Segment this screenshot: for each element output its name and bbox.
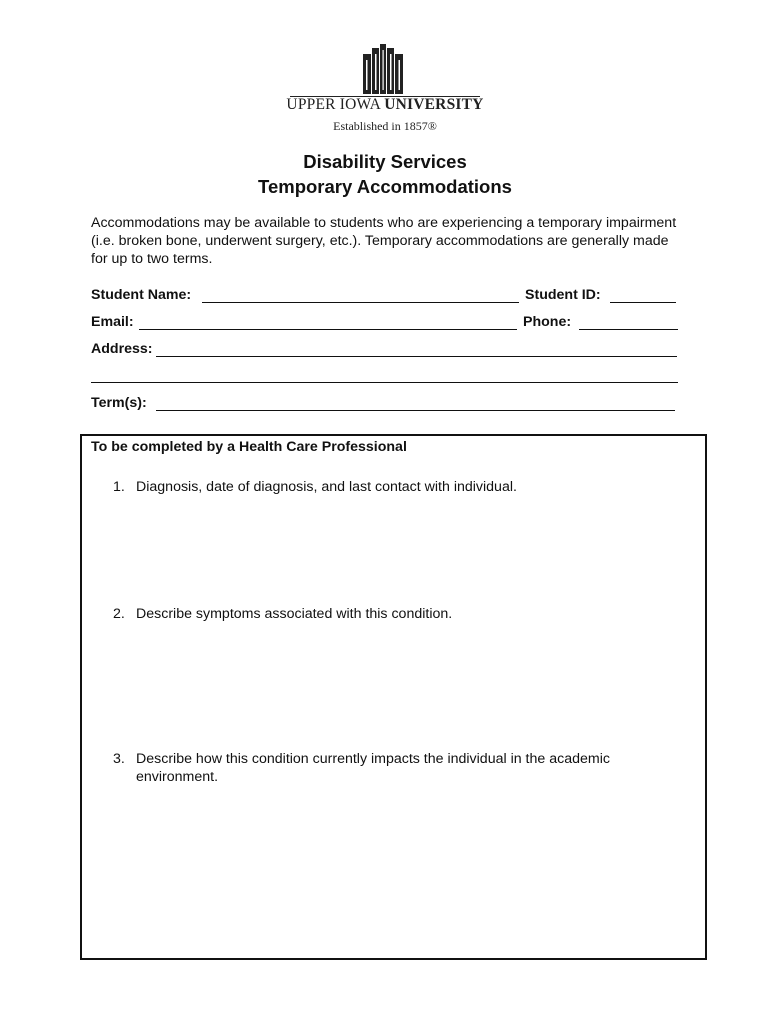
question-number: 1. xyxy=(113,479,125,495)
question-2[interactable] xyxy=(113,605,683,735)
email-label: Email: xyxy=(91,314,134,330)
address-field-line-1[interactable] xyxy=(156,356,677,357)
phone-field[interactable] xyxy=(579,329,678,330)
terms-label: Term(s): xyxy=(91,395,147,411)
email-field[interactable] xyxy=(139,329,517,330)
page-title: Disability Services xyxy=(303,151,467,172)
question-text: Describe symptoms associated with this condition. xyxy=(136,606,453,622)
section-heading: To be completed by a Health Care Professional xyxy=(91,439,407,455)
question-1[interactable] xyxy=(113,478,683,588)
question-3[interactable] xyxy=(113,750,683,940)
university-name: UPPER IOWA UNIVERSITY xyxy=(286,96,484,113)
terms-field[interactable] xyxy=(156,410,675,411)
question-number: 2. xyxy=(113,606,125,622)
address-field-line-2[interactable] xyxy=(91,382,678,383)
question-number: 3. xyxy=(113,751,125,767)
page-subtitle: Temporary Accommodations xyxy=(258,176,512,197)
question-text: Diagnosis, date of diagnosis, and last contact with individual. xyxy=(136,479,517,495)
address-label: Address: xyxy=(91,341,153,357)
student-id-field[interactable] xyxy=(610,302,676,303)
student-name-field[interactable] xyxy=(202,302,519,303)
university-logo-icon xyxy=(355,44,411,94)
phone-label: Phone: xyxy=(523,314,572,330)
question-text: Describe how this condition currently impacts the individual in the academic environment. xyxy=(136,751,610,785)
established-tagline: Established in 1857® xyxy=(333,119,437,133)
intro-paragraph: Accommodations may be available to students who are experiencing a temporary impairment (i.e. broken bone, underwent surgery, etc.). Temporary accommodations are generally made for up to two terms. xyxy=(91,215,677,267)
student-name-label: Student Name: xyxy=(91,287,192,303)
student-id-label: Student ID: xyxy=(525,287,601,303)
